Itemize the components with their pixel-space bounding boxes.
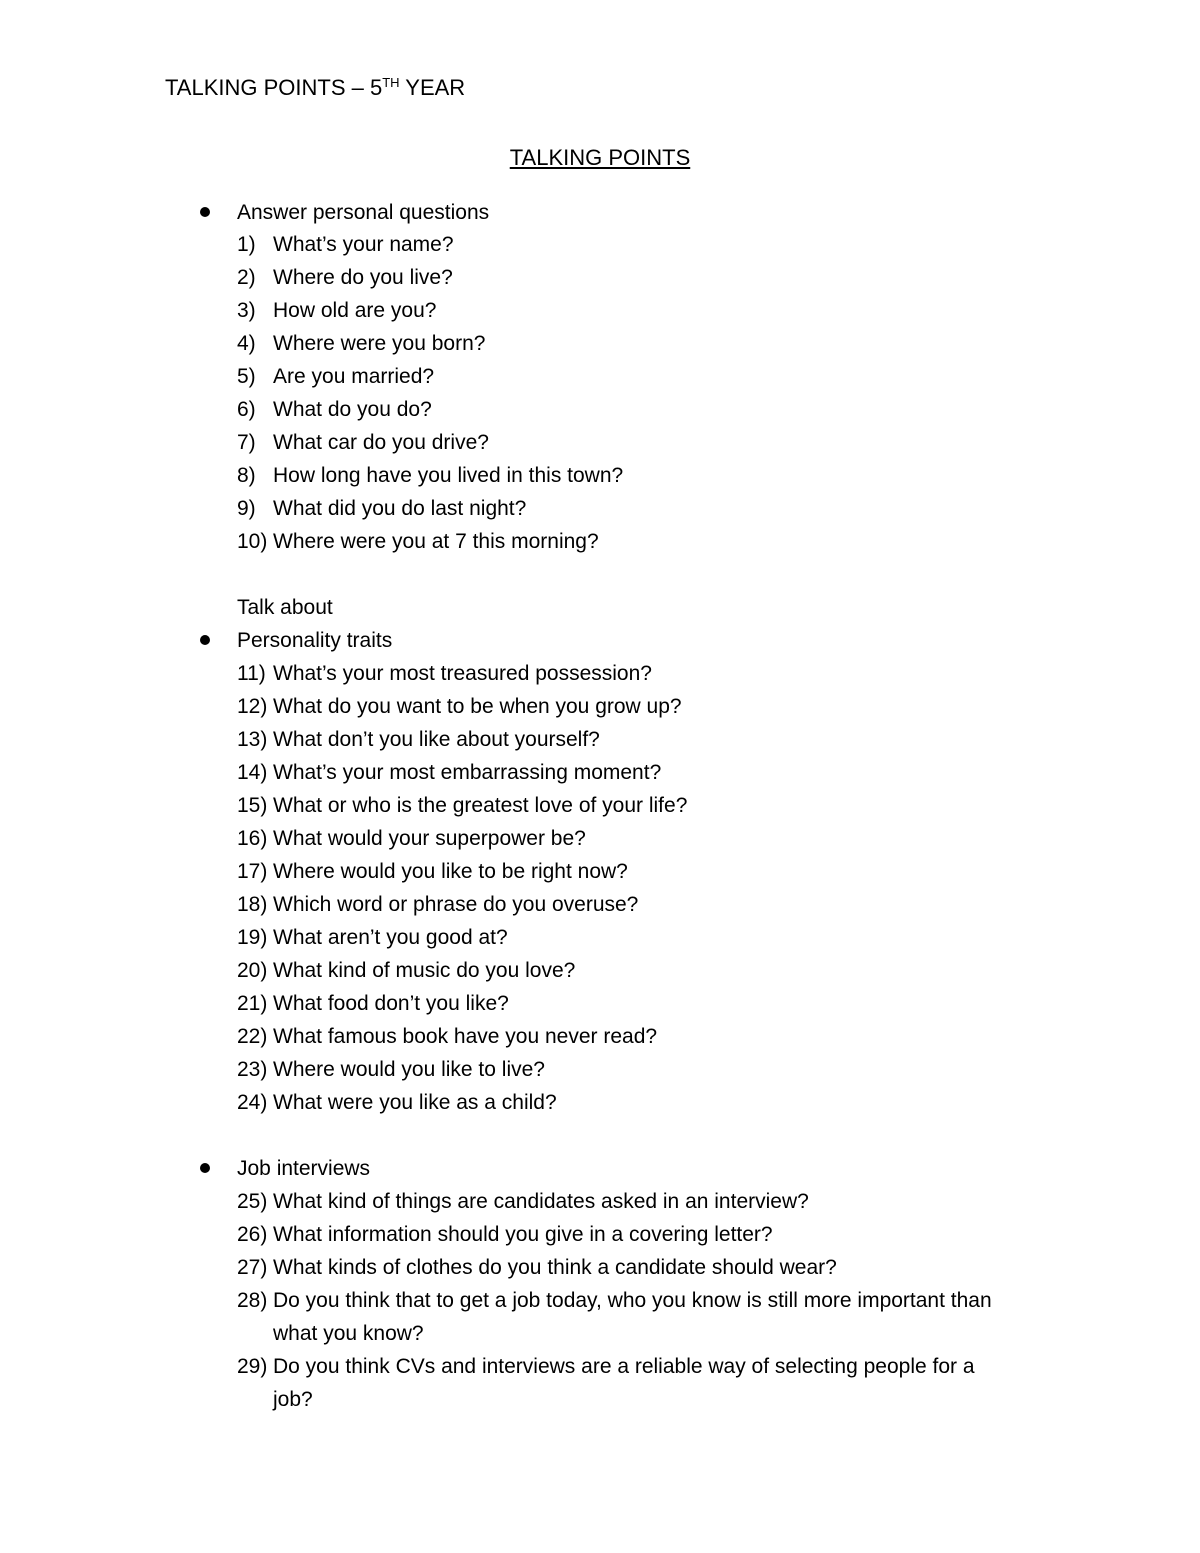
question-text: Are you married? — [273, 365, 435, 388]
question-text: Where would you like to live? — [273, 1058, 545, 1081]
question-number: 4) — [237, 332, 256, 355]
question-item — [237, 723, 600, 756]
question-item — [237, 360, 434, 393]
question-number: 11) — [237, 662, 266, 685]
question-text: What aren’t you good at? — [273, 926, 508, 949]
question-text: What did you do last night? — [273, 497, 527, 520]
question-text: What kind of music do you love? — [273, 959, 576, 982]
section-heading-jobs: Job interviews — [237, 1157, 371, 1180]
question-number: 3) — [237, 299, 256, 322]
question-text: Where were you born? — [273, 332, 486, 355]
question-number: 14) — [237, 761, 268, 784]
question-number: 22) — [237, 1025, 268, 1048]
question-item — [237, 1350, 975, 1383]
question-text: What kinds of clothes do you think a candidate should wear? — [273, 1256, 837, 1279]
question-number: 2) — [237, 266, 256, 289]
question-number: 19) — [237, 926, 268, 949]
question-item — [237, 327, 485, 360]
question-item — [237, 1218, 773, 1251]
question-text: What do you want to be when you grow up? — [273, 695, 682, 718]
question-number: 7) — [237, 431, 256, 454]
question-text: What food don’t you like? — [273, 992, 509, 1015]
question-item — [237, 987, 509, 1020]
question-text: Where do you live? — [273, 266, 453, 289]
question-text: How long have you lived in this town? — [273, 464, 624, 487]
question-text: What kind of things are candidates asked in an interview? — [273, 1190, 809, 1213]
question-number: 5) — [237, 365, 256, 388]
question-item — [237, 1020, 657, 1053]
question-item — [237, 228, 454, 261]
question-text: What car do you drive? — [273, 431, 489, 454]
question-number: 9) — [237, 497, 256, 520]
question-number: 6) — [237, 398, 256, 421]
question-item — [237, 261, 453, 294]
question-item — [237, 756, 661, 789]
question-item — [237, 1053, 545, 1086]
question-text: Where would you like to be right now? — [273, 860, 628, 883]
question-number: 8) — [237, 464, 256, 487]
question-number: 23) — [237, 1058, 268, 1081]
question-number: 12) — [237, 695, 268, 718]
question-item — [237, 921, 508, 954]
question-text: What would your superpower be? — [273, 827, 586, 850]
bullet-icon — [200, 1163, 210, 1173]
question-text: What’s your most treasured possession? — [273, 662, 652, 685]
header-superscript: TH — [382, 75, 400, 90]
section-heading-personal: Answer personal questions — [237, 201, 490, 224]
question-text: What’s your most embarrassing moment? — [273, 761, 662, 784]
header-suffix: YEAR — [399, 75, 466, 100]
question-number: 15) — [237, 794, 268, 817]
question-text: How old are you? — [273, 299, 437, 322]
question-item — [237, 294, 436, 327]
question-item — [237, 426, 489, 459]
question-item — [237, 657, 652, 690]
question-number: 28) — [237, 1289, 268, 1312]
question-number: 18) — [237, 893, 268, 916]
question-item — [237, 1185, 809, 1218]
question-item — [237, 789, 687, 822]
question-continuation: what you know? — [273, 1322, 424, 1345]
bullet-icon — [200, 635, 210, 645]
question-item — [237, 525, 599, 558]
question-number: 17) — [237, 860, 268, 883]
question-number: 10) — [237, 530, 268, 553]
question-number: 16) — [237, 827, 268, 850]
question-item — [237, 393, 432, 426]
question-item — [237, 492, 526, 525]
question-item — [237, 690, 682, 723]
question-number: 1) — [237, 233, 256, 256]
question-continuation: job? — [273, 1388, 313, 1411]
question-item — [237, 1251, 837, 1284]
question-number: 21) — [237, 992, 268, 1015]
question-number: 26) — [237, 1223, 268, 1246]
question-number: 13) — [237, 728, 268, 751]
question-text: What do you do? — [273, 398, 432, 421]
question-number: 27) — [237, 1256, 268, 1279]
page-header — [165, 72, 465, 104]
header-prefix: TALKING POINTS – 5 — [165, 75, 383, 100]
question-text: Do you think that to get a job today, who you know is still more important than — [273, 1289, 992, 1312]
question-item — [237, 1086, 557, 1119]
bullet-icon — [200, 207, 210, 217]
question-item — [237, 855, 628, 888]
question-text: What famous book have you never read? — [273, 1025, 658, 1048]
question-number: 25) — [237, 1190, 268, 1213]
question-number: 20) — [237, 959, 268, 982]
question-text: What were you like as a child? — [273, 1091, 557, 1114]
question-number: 24) — [237, 1091, 268, 1114]
question-item — [237, 1284, 992, 1317]
section-heading-personality: Personality traits — [237, 629, 393, 652]
question-number: 29) — [237, 1355, 268, 1378]
question-text: What or who is the greatest love of your life? — [273, 794, 688, 817]
question-item — [237, 822, 586, 855]
question-text: What’s your name? — [273, 233, 454, 256]
question-text: What don’t you like about yourself? — [273, 728, 600, 751]
question-text: Which word or phrase do you overuse? — [273, 893, 639, 916]
question-item — [237, 459, 623, 492]
question-text: What information should you give in a covering letter? — [273, 1223, 773, 1246]
talk-about-label: Talk about — [237, 596, 333, 619]
question-text: Where were you at 7 this morning? — [273, 530, 599, 553]
document-title: TALKING POINTS — [509, 145, 691, 170]
question-text: Do you think CVs and interviews are a reliable way of selecting people for a — [273, 1355, 975, 1378]
question-item — [237, 888, 638, 921]
question-item — [237, 954, 575, 987]
